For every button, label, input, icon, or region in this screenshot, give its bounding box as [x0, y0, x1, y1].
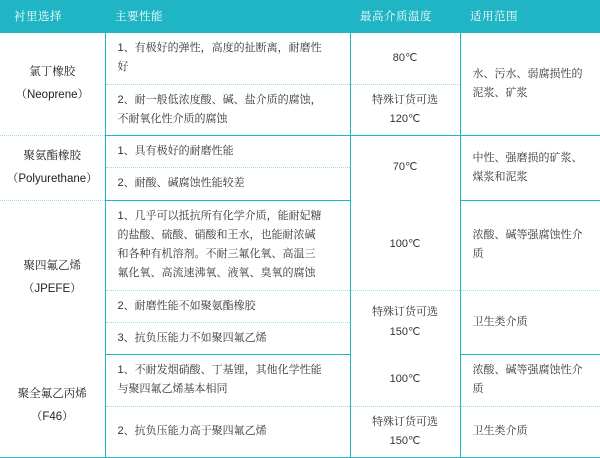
performance-line: 好: [117, 61, 129, 74]
temperature-line: 特殊订货可选: [372, 306, 438, 319]
range-line: 浓酸、碱等强腐蚀性介: [472, 228, 583, 241]
range-line: 水、污水、弱腐损性的: [472, 67, 583, 80]
material-name-en: （F46）: [30, 410, 74, 423]
performance-line: 与聚四氟乙烯基本相同: [117, 383, 228, 396]
column-header-lining: 衬里选择: [0, 0, 105, 33]
temperature-cell: [350, 84, 460, 136]
range-cell: [460, 33, 600, 136]
table-row: [0, 136, 600, 168]
range-cell: [460, 406, 600, 458]
range-line: 浓酸、碱等强腐蚀性介: [472, 364, 583, 376]
material-name-cn: 聚氨酯橡胶: [23, 149, 81, 162]
material-name-cn: 氯丁橡胶: [29, 66, 76, 78]
range-line: 中性、强磨损的矿浆、: [472, 151, 583, 164]
performance-line: 的盐酸、硫酸、硝酸和王水，也能耐浓碱: [117, 228, 316, 241]
temperature-line: 100℃: [389, 373, 421, 386]
temperature-line: 特殊订货可选: [372, 93, 438, 106]
performance-cell: [105, 84, 350, 136]
range-line: 泥浆、矿浆: [472, 87, 528, 99]
temperature-line: 特殊订货可选: [372, 415, 438, 428]
range-cell: [460, 355, 600, 407]
temperature-line: 100℃: [389, 238, 421, 251]
temperature-cell: [350, 136, 460, 201]
range-cell: [460, 200, 600, 290]
range-cell: [460, 136, 600, 201]
material-name-cn: 聚全氟乙丙烯: [17, 387, 87, 400]
range-line: 卫生类介质: [472, 315, 528, 328]
performance-cell: [105, 290, 350, 322]
temperature-cell: [350, 290, 460, 355]
range-cell: [460, 290, 600, 355]
performance-cell: [105, 355, 350, 407]
temperature-cell: [350, 406, 460, 458]
performance-cell: [105, 168, 350, 200]
column-header-temperature: 最高介质温度: [350, 0, 460, 33]
material-name-en: （JPEFE）: [22, 282, 82, 295]
material-name-en: （Neoprene）: [15, 89, 89, 101]
column-header-performance: 主要性能: [105, 0, 350, 33]
range-line: 煤浆和泥浆: [472, 170, 528, 183]
temperature-line: 150℃: [389, 325, 421, 338]
performance-line: 不耐氧化性介质的腐蚀: [117, 112, 228, 125]
performance-line: 2、耐一般低浓度酸、碱、盐介质的腐蚀，: [117, 93, 322, 106]
performance-line: 1、具有极好的耐磨性能: [117, 145, 234, 157]
performance-cell: [105, 136, 350, 168]
table-row: [0, 200, 600, 290]
temperature-cell: [350, 355, 460, 407]
performance-cell: [105, 33, 350, 85]
temperature-line: 150℃: [389, 434, 421, 447]
table-body: [0, 33, 600, 458]
table-row: [0, 355, 600, 407]
temperature-line: 120℃: [389, 112, 421, 125]
table-row: [0, 33, 600, 85]
material-name-en: （Polyurethane）: [6, 172, 98, 185]
performance-line: 1、不耐发烟硝酸、丁基锂，其他化学性能: [117, 364, 322, 376]
column-header-range: 适用范围: [460, 0, 600, 33]
table-header-row: [0, 0, 600, 33]
temperature-line: 70℃: [392, 161, 418, 174]
performance-line: 和各种有机溶剂。不耐三氟化氧、高温三: [117, 248, 316, 260]
performance-cell: [105, 406, 350, 458]
material-name-cell: [0, 200, 105, 355]
range-line: 质: [472, 383, 484, 396]
performance-cell: [105, 322, 350, 354]
performance-line: 2、抗负压能力高于聚四氟乙烯: [117, 425, 267, 438]
performance-line: 1、有极好的弹性，高度的扯断离，耐磨性: [117, 42, 322, 54]
performance-line: 2、耐酸、碱腐蚀性能较差: [117, 177, 245, 190]
temperature-cell: [350, 33, 460, 85]
material-name-cell: [0, 355, 105, 458]
material-name-cell: [0, 136, 105, 201]
temperature-cell: [350, 200, 460, 290]
performance-line: 氟化氧、高流速沸氧、液氧、臭氧的腐蚀: [117, 267, 316, 280]
performance-line: 3、抗负压能力不如聚四氟乙烯: [117, 331, 267, 344]
material-name-cell: [0, 33, 105, 136]
table-header: [0, 0, 600, 33]
range-line: 质: [472, 248, 484, 260]
material-name-cn: 聚四氟乙烯: [23, 259, 81, 272]
performance-cell: [105, 200, 350, 290]
performance-line: 1、几乎可以抵抗所有化学介质，能耐妃糖: [117, 209, 322, 222]
performance-line: 2、耐磨性能不如聚氨酯橡胶: [117, 299, 256, 312]
range-line: 卫生类介质: [472, 425, 528, 438]
temperature-line: 80℃: [392, 51, 418, 64]
